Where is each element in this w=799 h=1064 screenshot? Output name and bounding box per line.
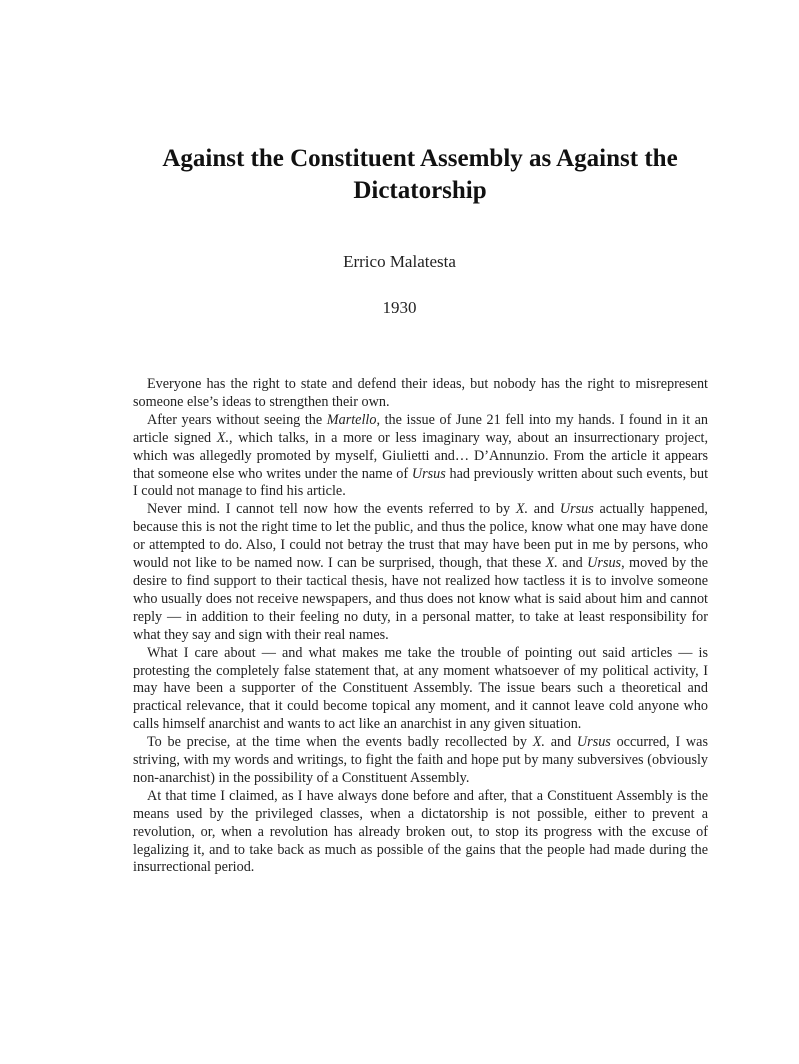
- text-run: , which talks, in a more or less imaginary way, about an insurrectionary project, which was allegedly promoted by myself, Giulietti and… D’Annunzio. From the article it appears that someone else who writes under the name of: [133, 429, 709, 482]
- body-paragraph: [133, 645, 708, 735]
- text-run: and: [528, 501, 560, 518]
- italic-run: Ursus: [587, 555, 622, 572]
- text-run: After years without seeing the: [147, 411, 327, 428]
- body-paragraph: [133, 412, 708, 502]
- text-run: To be precise, at the time when the events badly recollected by: [147, 734, 533, 751]
- italic-run: Ursus: [411, 465, 446, 482]
- text-run: and: [544, 734, 577, 751]
- italic-run: Ursus: [559, 501, 594, 518]
- text-run: Everyone has the right to state and defend their ideas, but nobody has the right to misrepresent someone else’s ideas to strengthen their own.: [133, 376, 708, 410]
- text-run: At that time I claimed, as I have always done before and after, that a Constituent Assembly is the means used by the privileged classes, when a dictatorship is not possible, either to prevent a revolution, or, when a revolution has already broken out, to stop its progress with the excuse of legalizing it, and to take back as much as possible of the gains that the people had made during the insurrectional period.: [133, 787, 708, 876]
- text-run: actually happened, because this is not the right time to let the public, and thus the police, know what one may have done or attempted to do. Also, I could not betray the trust that may have been put in me by persons, who would not like to be named now. I can be surprised, though, that these: [133, 501, 708, 572]
- body-paragraph: [133, 788, 708, 878]
- italic-run: Ursus: [576, 734, 611, 751]
- italic-run: Martello: [326, 411, 377, 428]
- italic-run: X.: [532, 734, 545, 751]
- text-run: , moved by the desire to find support to their tactical thesis, have not realized how tactless it is to involve someone who usually does not receive newspapers, and thus does not know what is said about him and cannot reply — in addition to their feeling no duty, in a personal matter, to take at least responsibility for what they say and sign with their real names.: [133, 555, 708, 643]
- text-run: and: [557, 555, 588, 572]
- text-run: had previously written about such events, but I could not manage to find his article.: [133, 465, 709, 500]
- body-paragraph: [133, 501, 708, 644]
- italic-run: X.: [545, 555, 558, 572]
- document-title: Against the Constituent Assembly as Against the Dictatorship: [162, 145, 678, 204]
- document-body: [133, 376, 708, 877]
- body-paragraph: [133, 734, 708, 788]
- body-paragraph: [133, 376, 708, 412]
- text-run: What I care about — and what makes me take the trouble of pointing out said articles — is protesting the completely false statement that, at any moment whatsoever of my political activity, I may have been a supporter of the Constituent Assembly. The issue bears such a theoretical and practical relevance, that it could become topical any moment, and it cannot leave cold anyone who calls himself anarchist and wants to act like an anarchist in any given situation.: [133, 644, 708, 733]
- text-run: occurred, I was striving, with my words and writings, to fight the faith and hope put by many subversives (obviously non-anarchist) in the possibility of a Constituent Assembly.: [133, 734, 708, 786]
- document-author: Errico Malatesta: [343, 252, 456, 271]
- text-run: Never mind. I cannot tell now how the events referred to by: [147, 501, 516, 518]
- italic-run: X.: [216, 429, 229, 446]
- italic-run: X.: [515, 501, 529, 518]
- document-year: 1930: [382, 298, 417, 317]
- text-run: , the issue of June 21 fell into my hands. I found in it an article signed: [133, 411, 708, 446]
